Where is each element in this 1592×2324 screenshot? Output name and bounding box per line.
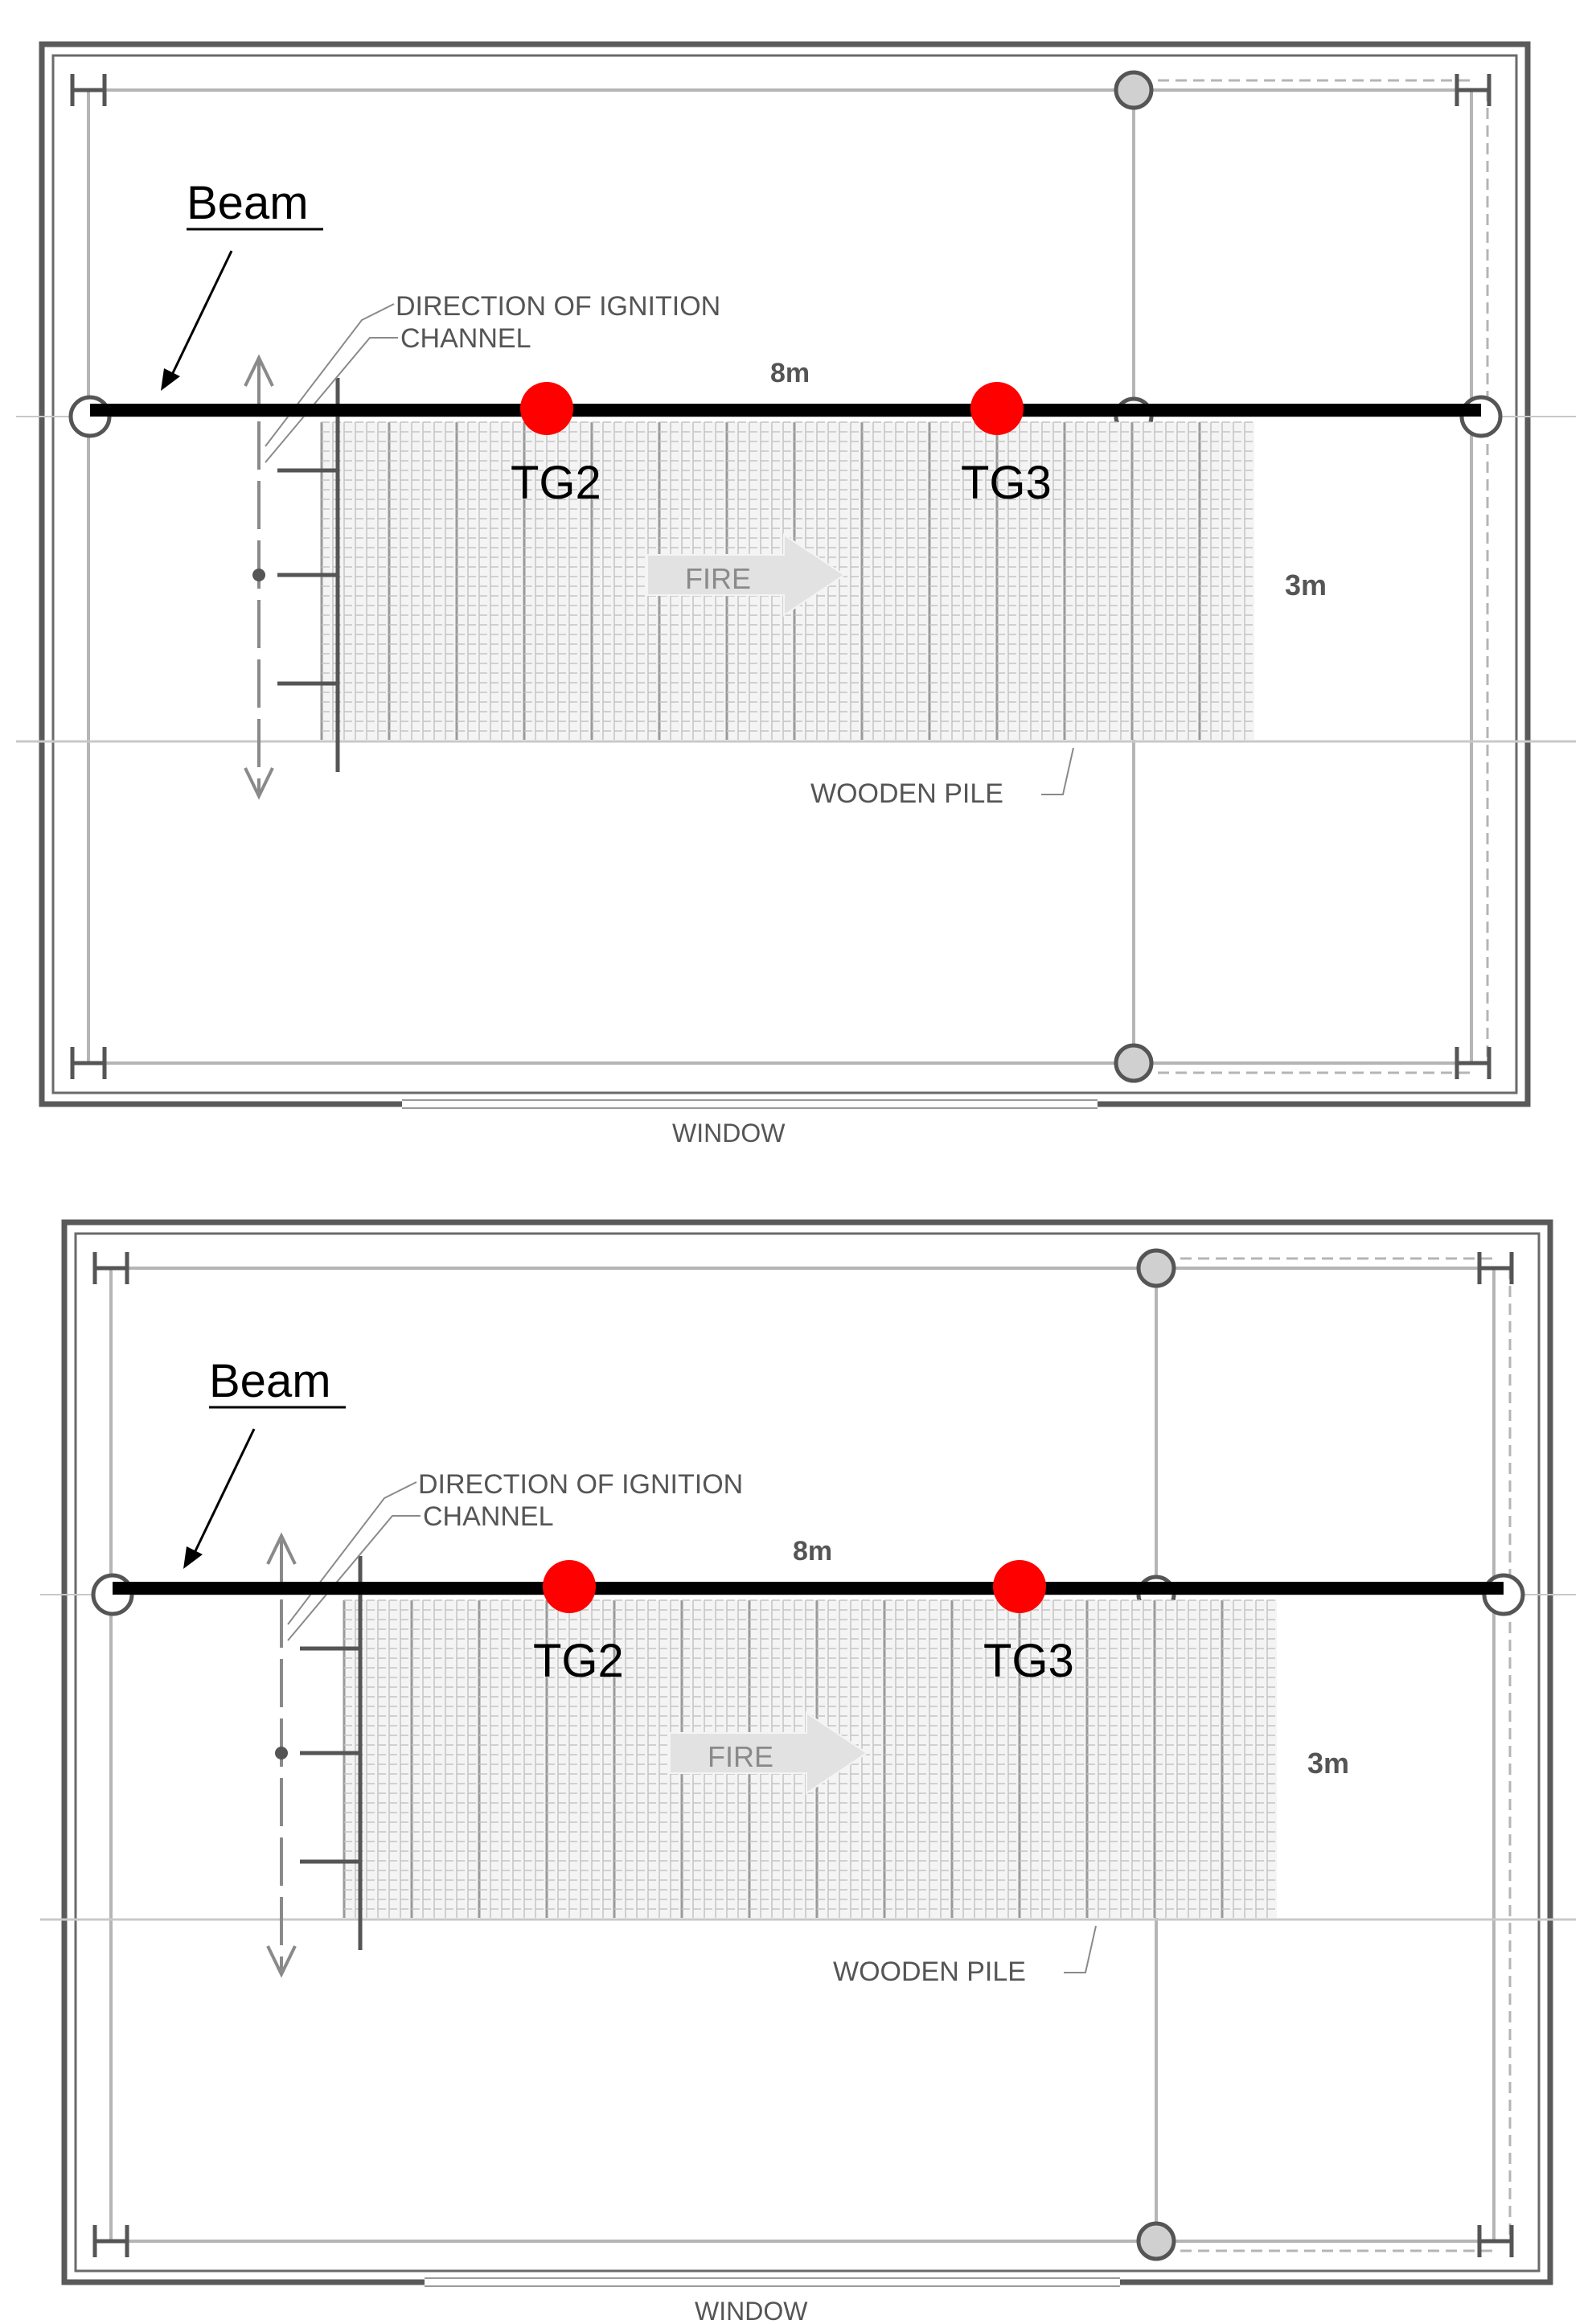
beam-label: Beam — [209, 1355, 331, 1407]
wooden-pile-leader — [1041, 748, 1073, 795]
sensor-tg3-label: TG3 — [961, 457, 1052, 509]
sensor-tg3 — [993, 1560, 1046, 1613]
fire-label: FIRE — [708, 1740, 774, 1773]
sensor-tg3 — [970, 382, 1024, 435]
plan-panel-bottom — [0, 1150, 1592, 2324]
ignition-channel-label-line1: DIRECTION OF IGNITION — [396, 291, 721, 322]
column-marker — [1139, 1250, 1174, 1286]
sensor-tg2 — [543, 1560, 596, 1613]
column-marker — [1116, 1045, 1151, 1081]
wooden-pile-label: WOODEN PILE — [810, 778, 1003, 809]
beam-pointer-arrowhead — [161, 368, 180, 391]
beam-pointer-arrowhead — [183, 1546, 203, 1569]
sensor-tg2-label: TG2 — [533, 1635, 624, 1687]
beam-pointer-arrow — [193, 1429, 254, 1556]
window-label: WINDOW — [672, 1119, 786, 1148]
floor-plan-bottom — [0, 1150, 1592, 2324]
ignition-channel-label-line1: DIRECTION OF IGNITION — [418, 1469, 744, 1500]
beam-pointer-arrow — [170, 251, 232, 378]
length-dimension-label: 8m — [770, 358, 810, 388]
ignition-channel-label-line2: CHANNEL — [400, 323, 531, 354]
sensor-tg2 — [520, 382, 573, 435]
sensor-tg3-label: TG3 — [983, 1635, 1074, 1687]
sensor-tg2-label: TG2 — [511, 457, 601, 509]
column-marker — [1116, 72, 1151, 108]
wooden-pile-leader — [1064, 1926, 1096, 1973]
ignition-channel-label-line2: CHANNEL — [423, 1501, 554, 1532]
fire-label: FIRE — [685, 562, 752, 595]
width-dimension-label: 3m — [1285, 569, 1327, 602]
window-label: WINDOW — [695, 2297, 808, 2324]
beam-label: Beam — [187, 177, 309, 229]
wooden-pile-label: WOODEN PILE — [833, 1957, 1026, 1987]
width-dimension-label: 3m — [1307, 1747, 1350, 1780]
length-dimension-label: 8m — [793, 1536, 833, 1566]
column-marker — [1139, 2223, 1174, 2259]
